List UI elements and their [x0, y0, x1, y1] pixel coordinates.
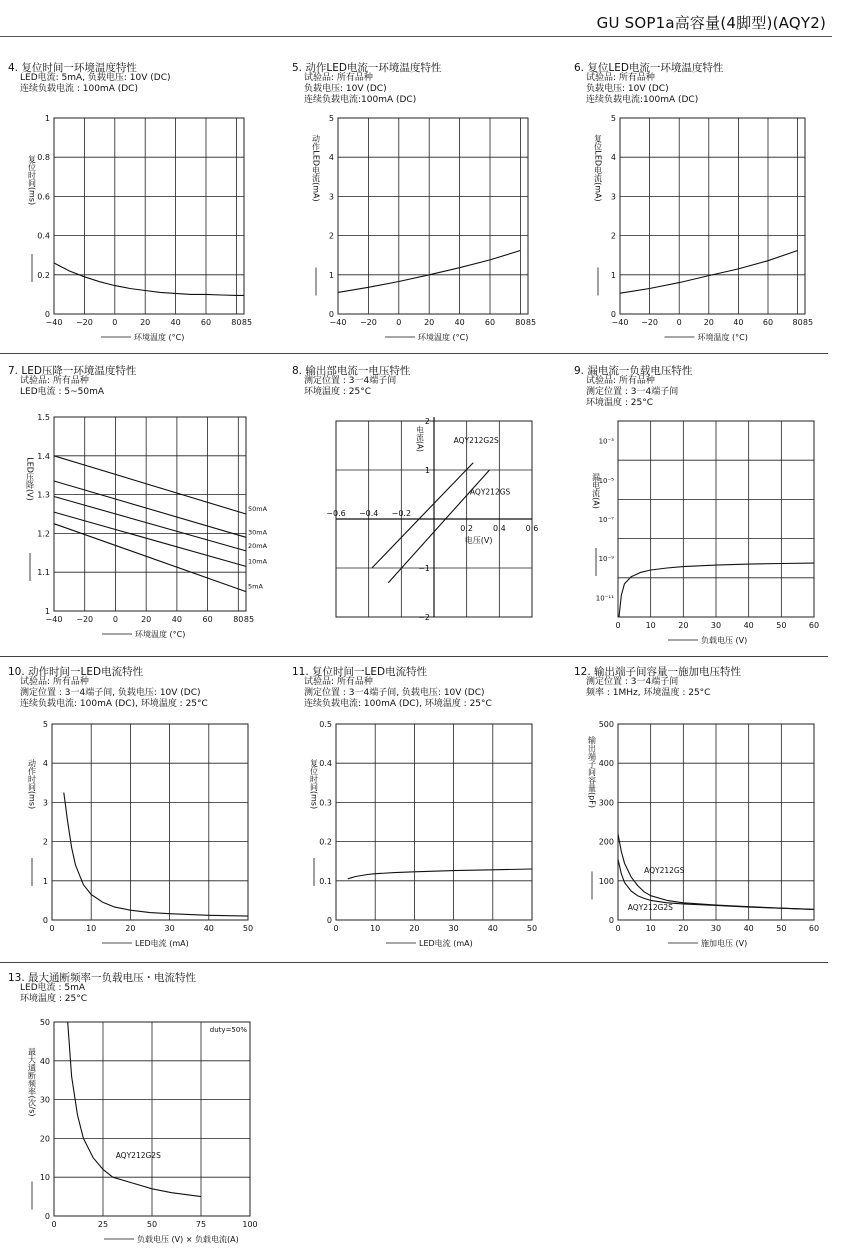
x-tick-label: 50: [242, 924, 254, 933]
x-tick-label: 0.6: [525, 524, 539, 533]
y-tick-label: 1: [424, 466, 430, 475]
x-tick-label: 60: [762, 318, 774, 327]
chart-c8: [292, 363, 562, 653]
series-line: [54, 263, 244, 295]
series-label: 50mA: [248, 505, 268, 513]
x-tick-label: 30: [164, 924, 175, 933]
condition-line: 测定位置 : 3一4端子间: [586, 677, 679, 687]
y-axis-label: 动作LED电流(mA): [311, 134, 321, 202]
chart-grid: [52, 724, 248, 920]
y-tick-label: 0.4: [319, 759, 332, 769]
x-axis-label: 施加电压 (V): [701, 939, 748, 948]
condition-line: 试验品: 所有品种: [586, 73, 655, 83]
series-line: [68, 1022, 201, 1197]
y-tick-label: 10⁻⁵: [598, 476, 614, 485]
chart-grid: [618, 421, 814, 617]
y-tick-label: 10⁻¹¹: [595, 594, 614, 603]
x-tick-label: 25: [97, 1220, 109, 1229]
y-tick-label: 5: [328, 114, 334, 123]
x-tick-label: 0: [615, 621, 621, 630]
chart-title: 6. 复位LED电流一环境温度特性: [574, 62, 724, 74]
chart-title: 12. 输出端子间容量一施加电压特性: [574, 666, 742, 678]
y-tick-label: 1.5: [37, 413, 50, 422]
y-tick-label: 5: [42, 720, 48, 729]
condition-line: 试验品: 所有品种: [304, 677, 373, 687]
condition-line: LED电流 : 5~50mA: [20, 387, 105, 397]
x-tick-label: −40: [45, 318, 63, 327]
y-axis-label: 漏电流(A): [591, 473, 601, 509]
y-tick-label: 1: [610, 270, 616, 280]
chart-title: 10. 动作时间一LED电流特性: [8, 666, 144, 678]
x-tick-label: 10: [86, 924, 97, 933]
condition-line: 连续负载电流 : 100mA (DC): [20, 84, 138, 94]
x-axis-label: 负载电压 (V) × 负载电流(A): [137, 1235, 239, 1244]
series-line: [619, 563, 814, 617]
y-tick-label: 0: [326, 916, 332, 925]
row-divider: [0, 962, 828, 963]
x-axis-label: 负载电压 (V): [701, 636, 748, 645]
chart-c13: [8, 970, 278, 1260]
x-tick-label: 0: [396, 318, 402, 327]
x-tick-label: 85: [525, 318, 537, 327]
series-label: 30mA: [248, 528, 268, 537]
x-tick-label: 20: [140, 318, 151, 327]
chart-panel-c4: [8, 60, 278, 350]
x-tick-label: 40: [743, 621, 754, 630]
x-tick-label: 20: [678, 924, 689, 933]
y-tick-label: 2: [610, 231, 616, 241]
y-tick-label: 2: [328, 231, 334, 241]
y-tick-label: 400: [598, 759, 614, 769]
x-tick-label: 0: [112, 615, 118, 624]
y-tick-label: 0.3: [319, 798, 332, 808]
row-divider: [0, 353, 828, 354]
x-tick-label: 20: [703, 318, 714, 327]
x-tick-label: 20: [125, 924, 136, 933]
y-tick-label: 30: [39, 1095, 50, 1105]
x-tick-label: 60: [202, 615, 213, 624]
y-axis-label: 复位LED电流(mA): [593, 134, 603, 202]
y-tick-label: 10⁻³: [598, 437, 614, 446]
chart-grid: [336, 724, 532, 920]
plot-frame: [336, 724, 532, 920]
y-tick-label: 0.5: [319, 720, 332, 729]
x-tick-label: 0: [112, 318, 118, 327]
series-line: [54, 512, 246, 566]
chart-panel-c12: [574, 664, 834, 954]
condition-line: 环境温度 : 25°C: [304, 387, 371, 397]
x-tick-label: 80: [515, 318, 526, 327]
chart-c10: [8, 664, 278, 954]
series-label: AQY212G2S: [627, 903, 673, 913]
condition-line: 连续负载电流:100mA (DC): [304, 95, 417, 105]
x-tick-label: 85: [802, 318, 814, 327]
condition-line: 测定位置 : 3一4端子间, 负载电压: 10V (DC): [304, 688, 485, 698]
chart-title: 11. 复位时间一LED电流特性: [292, 666, 428, 678]
series-line: [54, 456, 246, 514]
x-axis-label: LED电流 (mA): [419, 939, 473, 948]
x-tick-label: 30: [448, 924, 459, 933]
x-tick-label: 80: [233, 615, 244, 624]
y-tick-label: 1: [328, 270, 334, 280]
x-tick-label: 40: [170, 318, 181, 327]
y-tick-label: 2: [424, 417, 430, 426]
y-tick-label: 0: [608, 916, 614, 925]
y-tick-label: 0: [44, 310, 50, 319]
series-line: [54, 524, 246, 592]
y-tick-label: 4: [42, 759, 48, 769]
chart-grid: [338, 118, 528, 314]
chart-panel-c13: [8, 970, 278, 1250]
x-tick-label: 30: [710, 621, 722, 630]
x-tick-label: 85: [241, 318, 253, 327]
y-tick-label: 1.2: [37, 529, 50, 539]
condition-line: 测定位置 : 3一4端子间, 负载电压: 10V (DC): [20, 688, 201, 698]
series-label: AQY212GS: [469, 487, 511, 497]
y-axis-label: 动作时间(ms): [27, 758, 37, 810]
y-axis-label: 最大通断频率(次/s): [27, 1047, 37, 1117]
x-axis-label: LED电流 (mA): [135, 939, 189, 948]
y-tick-label: 100: [598, 876, 614, 886]
series-line: [54, 497, 246, 551]
y-tick-label: 3: [328, 192, 334, 202]
x-tick-label: 40: [733, 318, 744, 327]
y-tick-label: 2: [42, 837, 48, 847]
series-label: 10mA: [248, 557, 268, 566]
x-tick-label: 85: [243, 615, 255, 624]
condition-line: LED电流: 5mA, 负载电压: 10V (DC): [20, 73, 171, 83]
x-tick-label: −20: [641, 318, 659, 327]
plot-frame: [620, 118, 805, 314]
y-tick-label: 1.3: [37, 490, 50, 500]
x-tick-label: 0: [51, 1220, 57, 1229]
plot-frame: [54, 118, 244, 314]
condition-line: 试验品: 所有品种: [20, 376, 89, 386]
y-axis-label: 电流(A): [415, 426, 425, 452]
series-label: 5mA: [248, 582, 263, 591]
x-tick-label: 40: [203, 924, 214, 933]
x-tick-label: 0: [615, 924, 621, 933]
x-axis-label: 环境温度 (°C): [134, 333, 185, 342]
x-tick-label: 50: [776, 621, 787, 630]
x-tick-label: −20: [76, 615, 94, 624]
x-tick-label: 0.4: [492, 524, 506, 533]
x-tick-label: 0: [676, 318, 682, 327]
x-tick-label: 50: [776, 924, 787, 933]
x-tick-label: 20: [678, 621, 689, 630]
x-tick-label: 40: [171, 615, 182, 624]
x-tick-label: −40: [329, 318, 347, 327]
y-tick-label: 50: [39, 1018, 50, 1027]
x-tick-label: 100: [242, 1220, 258, 1229]
series-label: AQY212GS: [644, 865, 685, 875]
chart-c7: [8, 363, 278, 653]
x-tick-label: 50: [146, 1220, 158, 1229]
y-tick-label: 500: [598, 720, 614, 729]
y-tick-label: 0.4: [37, 231, 50, 241]
page-header: [0, 0, 844, 40]
y-tick-label: 0: [44, 1212, 50, 1221]
x-tick-label: 30: [710, 924, 722, 933]
condition-line: 连续负载电流:100mA (DC): [586, 95, 699, 105]
y-tick-label: 10: [39, 1173, 50, 1183]
y-tick-label: 0.2: [37, 270, 50, 280]
chart-c6: [574, 60, 834, 350]
chart-panel-c8: [292, 363, 562, 653]
series-label: AQY212G2S: [453, 436, 499, 446]
x-tick-label: 0.2: [460, 524, 474, 533]
condition-line: 连续负载电流: 100mA (DC), 环境温度 : 25°C: [304, 699, 492, 709]
chart-grid: [618, 724, 814, 920]
x-axis-label: 环境温度 (°C): [135, 630, 186, 639]
y-axis-label: 复位时间(ms): [27, 154, 37, 206]
x-tick-label: 40: [454, 318, 465, 327]
y-tick-label: 0.6: [37, 192, 50, 202]
y-tick-label: 0.1: [319, 876, 332, 886]
chart-panel-c11: [292, 664, 562, 954]
y-tick-label: 0: [328, 310, 334, 319]
y-tick-label: 1: [44, 607, 50, 616]
y-tick-label: 40: [39, 1056, 50, 1066]
y-axis-label: 复位时间(ms): [309, 758, 319, 810]
chart-title: 13. 最大通断频率一负载电压・电流特性: [8, 972, 197, 984]
x-tick-label: 10: [645, 924, 656, 933]
condition-line: 环境温度 : 25°C: [586, 398, 653, 408]
x-tick-label: −0.6: [326, 509, 346, 518]
x-tick-label: 60: [808, 621, 820, 630]
condition-line: 测定位置 : 3一4端子间: [304, 376, 397, 386]
condition-line: 负载电压: 10V (DC): [304, 84, 387, 94]
x-tick-label: −0.2: [391, 509, 412, 518]
y-tick-label: 10⁻⁹: [598, 555, 614, 564]
chart-panel-c9: [574, 363, 834, 653]
x-axis-label: 环境温度 (°C): [418, 333, 469, 342]
chart-title: 4. 复位时间一环境温度特性: [8, 62, 137, 74]
chart-title: 8. 输出部电流一电压特性: [292, 365, 411, 377]
x-tick-label: 50: [526, 924, 538, 933]
x-tick-label: 10: [370, 924, 381, 933]
y-tick-label: 10⁻⁷: [598, 516, 614, 524]
y-tick-label: 200: [598, 837, 614, 847]
y-tick-label: 5: [610, 114, 616, 123]
y-tick-label: 1: [44, 114, 50, 123]
y-tick-label: 3: [42, 798, 48, 808]
x-tick-label: −20: [75, 318, 93, 327]
x-tick-label: 80: [792, 318, 803, 327]
chart-c12: [574, 664, 834, 954]
chart-panel-c7: [8, 363, 278, 653]
chart-panel-c10: [8, 664, 278, 954]
y-tick-label: 0: [610, 310, 616, 319]
x-tick-label: 75: [195, 1220, 207, 1229]
series-label: AQY212G2S: [115, 1150, 161, 1160]
chart-c9: [574, 363, 834, 653]
condition-line: 测定位置 : 3一4端子间: [586, 387, 679, 397]
chart-panel-c6: [574, 60, 834, 350]
condition-line: 频率 : 1MHz, 环境温度 : 25°C: [586, 688, 711, 698]
condition-line: 负载电压: 10V (DC): [586, 84, 669, 94]
x-axis-label: 环境温度 (°C): [697, 333, 748, 342]
condition-line: 试验品: 所有品种: [304, 73, 373, 83]
x-tick-label: 20: [141, 615, 152, 624]
x-tick-label: −0.4: [358, 509, 379, 518]
chart-c5: [292, 60, 562, 350]
y-tick-label: 300: [598, 798, 614, 808]
condition-line: 环境温度 : 25°C: [20, 994, 87, 1004]
x-tick-label: 20: [424, 318, 435, 327]
x-tick-label: 80: [231, 318, 242, 327]
chart-title: 5. 动作LED电流一环境温度特性: [292, 62, 442, 74]
condition-line: 试验品: 所有品种: [586, 376, 655, 386]
y-tick-label: 20: [39, 1134, 50, 1144]
series-line: [372, 463, 473, 568]
y-tick-label: 0.8: [37, 153, 50, 163]
chart-title: 9. 漏电流一负载电压特性: [574, 365, 693, 377]
chart-annotation: duty=50%: [209, 1026, 247, 1034]
x-tick-label: 20: [409, 924, 420, 933]
condition-line: LED电流 : 5mA: [20, 983, 86, 993]
y-tick-label: −1: [418, 564, 430, 573]
condition-line: 连续负载电流: 100mA (DC), 环境温度 : 25°C: [20, 699, 208, 709]
chart-c4: [8, 60, 278, 350]
chart-grid: [620, 118, 805, 314]
condition-line: 试验品: 所有品种: [20, 677, 89, 687]
x-tick-label: −40: [611, 318, 629, 327]
page-title: GU SOP1a高容量(4脚型)(AQY2): [596, 14, 826, 32]
plot-frame: [52, 724, 248, 920]
y-tick-label: 1.4: [37, 451, 50, 461]
x-tick-label: −40: [45, 615, 63, 624]
y-tick-label: 3: [610, 192, 616, 202]
y-tick-label: 0.2: [319, 837, 332, 847]
x-tick-label: 60: [200, 318, 212, 327]
y-tick-label: −2: [418, 613, 430, 622]
x-tick-label: −20: [359, 318, 377, 327]
x-tick-label: 60: [484, 318, 496, 327]
chart-panel-c5: [292, 60, 562, 350]
y-tick-label: 0: [42, 916, 48, 925]
y-tick-label: 1: [42, 876, 48, 886]
y-tick-label: 1.1: [37, 568, 50, 578]
x-tick-label: 40: [487, 924, 498, 933]
x-tick-label: 40: [743, 924, 754, 933]
header-rule: [0, 36, 832, 37]
y-axis-label: 输出端子间容量(pF): [587, 736, 597, 808]
x-tick-label: 60: [808, 924, 820, 933]
series-label: 20mA: [248, 541, 268, 550]
series-line: [54, 481, 246, 537]
y-axis-label: LED压降(V): [25, 457, 35, 501]
chart-c11: [292, 664, 562, 954]
x-axis-label: 电压(V): [464, 536, 493, 545]
plot-frame: [338, 118, 528, 314]
chart-grid: [54, 118, 244, 314]
x-tick-label: 10: [645, 621, 656, 630]
x-tick-label: 0: [333, 924, 339, 933]
y-tick-label: 4: [328, 153, 334, 163]
y-tick-label: 4: [610, 153, 616, 163]
row-divider: [0, 656, 828, 657]
x-tick-label: 0: [49, 924, 55, 933]
chart-grid: [54, 1022, 250, 1216]
chart-title: 7. LED压降一环境温度特性: [8, 365, 137, 377]
